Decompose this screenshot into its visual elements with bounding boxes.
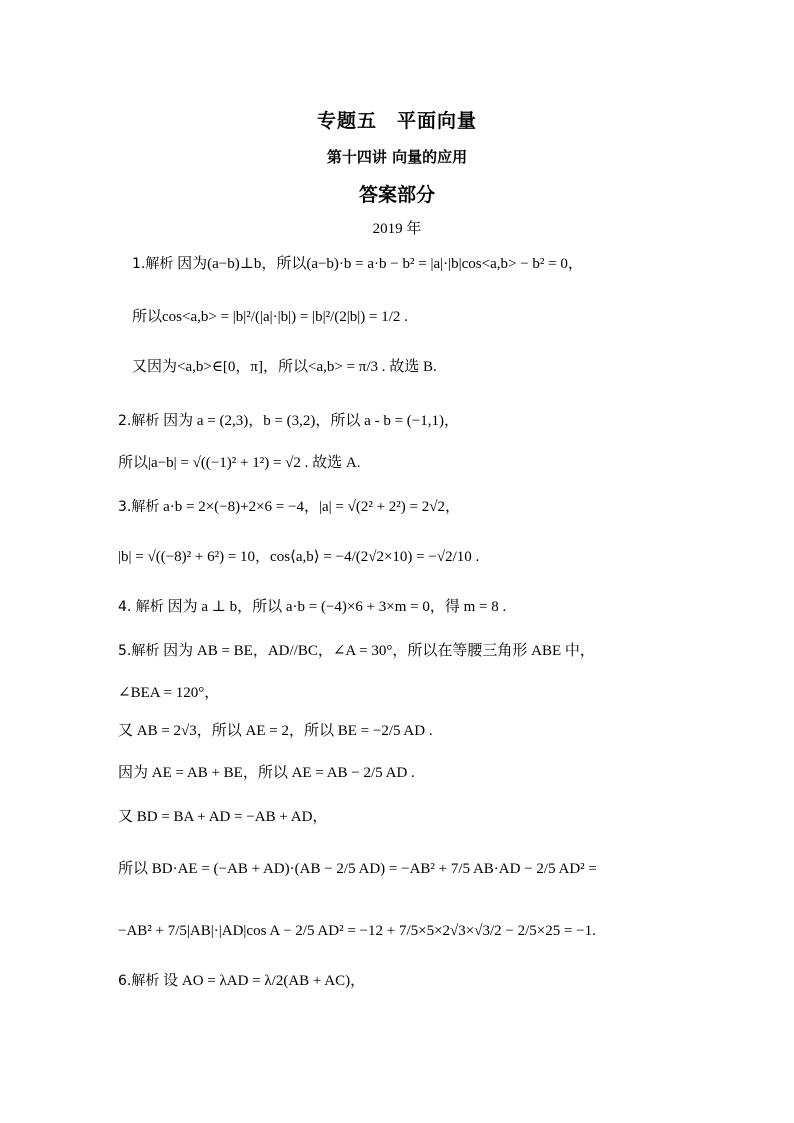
problem-4-label: 4. 解析: [118, 599, 164, 615]
problem-5-line-6: 所以 BD·AE = (−AB + AD)·(AB − 2/5 AD) = −AB² + 7/5 AB·AD − 2/5 AD² =: [118, 861, 597, 877]
problem-5-line-5: 又 BD = BA + AD = −AB + AD，: [118, 809, 328, 825]
problem-5-line-2: ∠BEA = 120°，: [118, 685, 220, 701]
problem-2-label: 2.解析: [118, 413, 160, 429]
problem-1-line-2: 所以cos<a,b> = |b|²/(|a|·|b|) = |b|²/(2|b|) = 1/2 .: [132, 309, 408, 325]
problem-1-label: 1.解析: [132, 256, 174, 272]
problem-1-text-1: 因为(a−b)⊥b，所以(a−b)·b = a·b − b² = |a|·|b|cos<a,b> − b² = 0，: [177, 256, 583, 272]
problem-5-line-4: 因为 AE = AB + BE，所以 AE = AB − 2/5 AD .: [118, 765, 415, 781]
problem-2-line-2: 所以|a−b| = √((−1)² + 1²) = √2 . 故选 A.: [118, 455, 361, 471]
problem-4-text-1: 因为 a ⊥ b，所以 a·b = (−4)×6 + 3×m = 0，得 m = 8 .: [167, 599, 507, 615]
problem-6-label: 6.解析: [118, 973, 160, 989]
topic-title: 专题五 平面向量: [316, 110, 477, 132]
problem-6-line-1: [118, 970, 365, 992]
problem-5-text-1: 因为 AB = BE，AD//BC，∠A = 30°，所以在等腰三角形 ABE 中，: [163, 643, 595, 659]
problem-1-line-3: 又因为<a,b>∈[0，π]，所以<a,b> = π/3 . 故选 B.: [132, 359, 437, 375]
problem-2-text-1: 因为 a = (2,3)，b = (3,2)，所以 a - b = (−1,1)，: [163, 413, 459, 429]
problem-5-label: 5.解析: [118, 643, 160, 659]
problem-3-label: 3.解析: [118, 499, 160, 515]
problem-5-line-1: [118, 640, 595, 662]
problem-6-text-1: 设 AO = λAD = λ/2(AB + AC)，: [163, 973, 366, 989]
problem-4-line-1: [118, 596, 506, 618]
problem-3-line-1: [118, 496, 460, 518]
problem-1-line-1: [132, 253, 583, 275]
problem-2-line-1: [118, 410, 459, 432]
year-heading: 2019 年: [372, 221, 422, 237]
problem-5-line-3: 又 AB = 2√3，所以 AE = 2，所以 BE = −2/5 AD .: [118, 723, 433, 739]
answer-section-title: 答案部分: [358, 184, 435, 206]
lecture-title: 第十四讲 向量的应用: [326, 148, 468, 166]
problem-3-text-1: a·b = 2×(−8)+2×6 = −4，|a| = √(2² + 2²) = 2√2，: [163, 499, 460, 515]
problem-3-line-2: |b| = √((−8)² + 6²) = 10，cos⟨a,b⟩ = −4/(2√2×10) = −√2/10 .: [118, 549, 480, 565]
problem-5-line-7: −AB² + 7/5|AB|·|AD|cos A − 2/5 AD² = −12 + 7/5×5×2√3×√3/2 − 2/5×25 = −1.: [118, 923, 596, 939]
